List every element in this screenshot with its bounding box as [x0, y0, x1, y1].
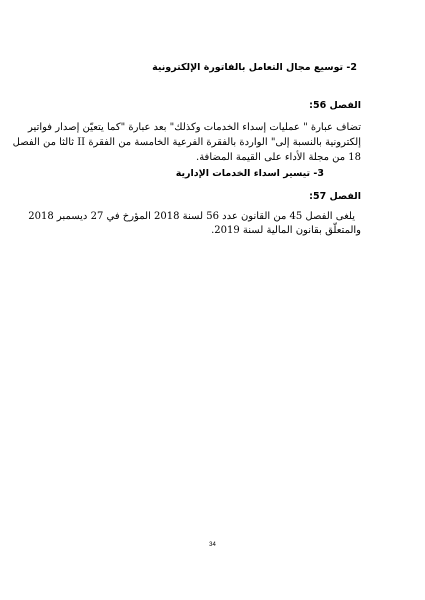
section-heading-2: 2- توسيع مجال التعامل بالفاتورة الإلكترونية: [152, 62, 357, 73]
article-56-title: الفصل 56:: [309, 100, 361, 111]
article-56-line-1: تضاف عبارة " عمليات إسداء الخدمات وكذلك" بعد عبارة "كما يتعيّن إصدار فواتير: [28, 122, 361, 133]
article-56-line-2: إلكترونية بالنسبة إلى" الواردة بالفقرة الفرعية الخامسة من الفقرة II ثالثا من الفصل: [12, 137, 361, 148]
article-56-line-3: 18 من مجلة الأداء على القيمة المضافة.: [196, 152, 361, 163]
article-57-title: الفصل 57:: [309, 191, 361, 202]
article-57-line-2: والمتعلّق بقانون المالية لسنة 2019.: [211, 225, 361, 236]
section-heading-3: 3- تيسير اسداء الخدمات الإدارية: [175, 168, 324, 179]
article-57-line-1: يلغى الفصل 45 من القانون عدد 56 لسنة 2018 المؤرخ في 27 ديسمبر 2018: [28, 211, 355, 222]
page-number: 34: [209, 542, 216, 548]
